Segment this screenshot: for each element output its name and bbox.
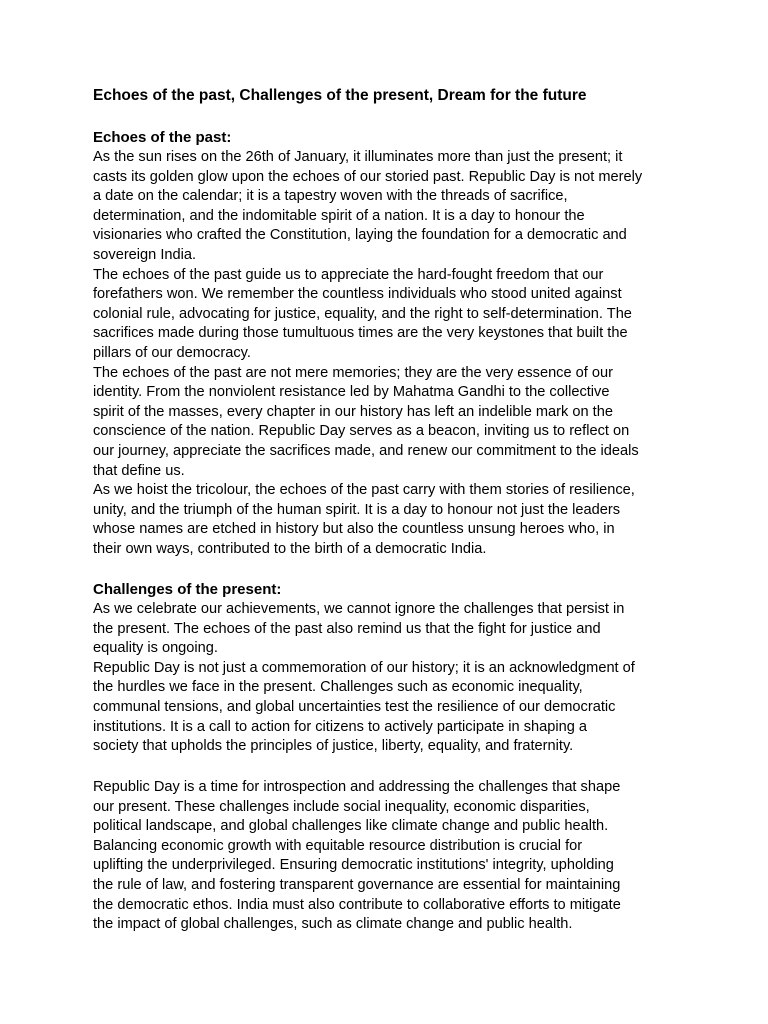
text-line: The echoes of the past guide us to appreciate the hard-fought freedom that our bbox=[93, 266, 604, 283]
document-title: Echoes of the past, Challenges of the present, Dream for the future bbox=[93, 87, 587, 104]
text-line: that define us. bbox=[93, 462, 185, 479]
section-heading-echoes: Echoes of the past: bbox=[93, 129, 232, 146]
text-line: The echoes of the past are not mere memories; they are the very essence of our bbox=[93, 364, 613, 381]
text-line: casts its golden glow upon the echoes of our storied past. Republic Day is not merely bbox=[93, 168, 643, 185]
text-line: sacrifices made during those tumultuous times are the very keystones that built the bbox=[93, 325, 628, 342]
text-line: colonial rule, advocating for justice, equality, and the right to self-determination. The bbox=[93, 305, 632, 322]
text-line: sovereign India. bbox=[93, 246, 197, 263]
text-line: the rule of law, and fostering transparent governance are essential for maintaining bbox=[93, 876, 621, 893]
text-line: whose names are etched in history but also the countless unsung heroes who, in bbox=[93, 521, 615, 538]
text-line: communal tensions, and global uncertainties test the resilience of our democratic bbox=[93, 698, 616, 715]
text-line: their own ways, contributed to the birth of a democratic India. bbox=[93, 540, 487, 557]
document-page bbox=[93, 86, 693, 933]
text-line: society that upholds the principles of justice, liberty, equality, and fraternity. bbox=[93, 738, 574, 755]
text-line: political landscape, and global challenges like climate change and public health. bbox=[93, 818, 609, 835]
text-line: As we hoist the tricolour, the echoes of the past carry with them stories of resilience, bbox=[93, 482, 635, 499]
text-line: Republic Day is not just a commemoration of our history; it is an acknowledgment of bbox=[93, 659, 635, 676]
text-line: the impact of global challenges, such as climate change and public health. bbox=[93, 916, 573, 933]
text-line: unity, and the triumph of the human spirit. It is a day to honour not just the leaders bbox=[93, 501, 621, 518]
text-line: Balancing economic growth with equitable resource distribution is crucial for bbox=[93, 837, 583, 854]
section-body-echoes bbox=[93, 148, 642, 559]
text-line: equality is ongoing. bbox=[93, 640, 218, 657]
section-body-introspection bbox=[93, 778, 621, 935]
text-line: conscience of the nation. Republic Day serves as a beacon, inviting us to reflect on bbox=[93, 423, 630, 440]
text-line: spirit of the masses, every chapter in our history has left an indelible mark on the bbox=[93, 403, 613, 420]
text-line: visionaries who crafted the Constitution, laying the foundation for a democratic and bbox=[93, 227, 627, 244]
section-heading-challenges: Challenges of the present: bbox=[93, 581, 282, 598]
text-line: determination, and the indomitable spirit of a nation. It is a day to honour the bbox=[93, 207, 585, 224]
text-line: forefathers won. We remember the countless individuals who stood united against bbox=[93, 286, 622, 303]
text-line: the hurdles we face in the present. Challenges such as economic inequality, bbox=[93, 679, 583, 696]
text-line: institutions. It is a call to action for citizens to actively participate in shaping a bbox=[93, 718, 587, 735]
text-line: Republic Day is a time for introspection and addressing the challenges that shape bbox=[93, 779, 621, 795]
text-line: the democratic ethos. India must also contribute to collaborative efforts to mitigate bbox=[93, 896, 621, 913]
text-line: As the sun rises on the 26th of January, it illuminates more than just the present; it bbox=[93, 149, 623, 165]
text-line: our journey, appreciate the sacrifices made, and renew our commitment to the ideals bbox=[93, 442, 639, 459]
text-line: the present. The echoes of the past also remind us that the fight for justice and bbox=[93, 620, 601, 637]
text-line: our present. These challenges include social inequality, economic disparities, bbox=[93, 798, 590, 815]
text-line: identity. From the nonviolent resistance led by Mahatma Gandhi to the collective bbox=[93, 384, 610, 401]
text-line: uplifting the underprivileged. Ensuring democratic institutions' integrity, upholding bbox=[93, 857, 614, 874]
text-line: pillars of our democracy. bbox=[93, 344, 251, 361]
text-line: a date on the calendar; it is a tapestry woven with the threads of sacrifice, bbox=[93, 188, 568, 205]
section-body-challenges bbox=[93, 600, 635, 757]
text-line: As we celebrate our achievements, we cannot ignore the challenges that persist in bbox=[93, 601, 625, 617]
